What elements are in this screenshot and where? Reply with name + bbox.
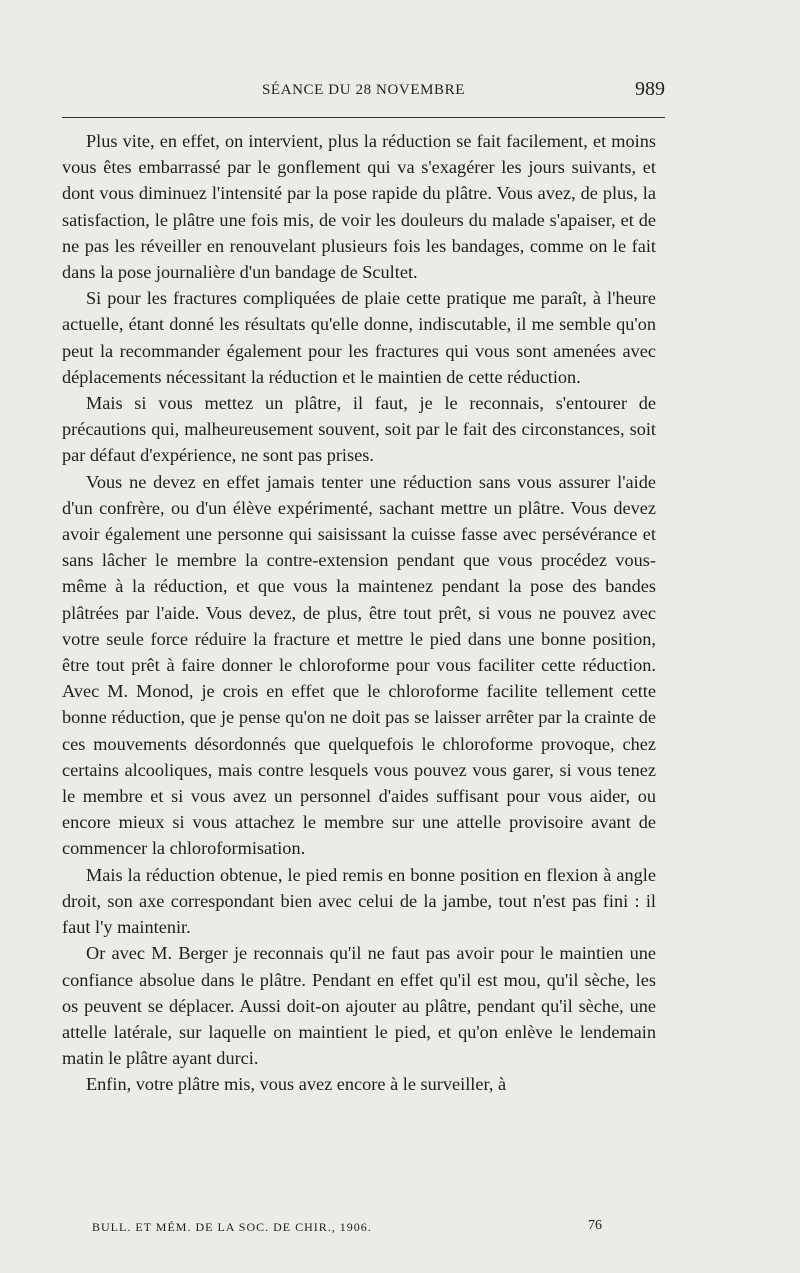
page-header [62, 78, 665, 104]
paragraph: Mais la réduction obtenue, le pied remis en bonne position en flexion à angle droit, son axe correspondant bien avec celui de la jambe, tout n'est pas fini : il faut l'y maintenir. [62, 864, 656, 938]
journal-reference: BULL. ET MÉM. DE LA SOC. DE CHIR., 1906. [92, 1220, 372, 1234]
running-title: SÉANCE DU 28 NOVEMBRE [261, 82, 466, 98]
paragraph: Enfin, votre plâtre mis, vous avez encore à le surveiller, à [86, 1074, 507, 1095]
paragraph: Si pour les fractures compliquées de plaie cette pratique me paraît, à l'heure actuelle, étant donné les résultats qu'elle donne, indiscutable, il me semble qu'on peut la recommander également pour les fractures qui vous sont amenées avec déplacements nécessitant la réduction et le maintien de cette réduction. [62, 288, 656, 387]
body-text [62, 128, 656, 1098]
page-number: 989 [635, 78, 665, 100]
paragraph: Vous ne devez en effet jamais tenter une réduction sans vous assurer l'aide d'un confrère, ou d'un élève expérimenté, sachant mettre un plâtre. Vous devez avoir également une personne qui saisissant la cuisse fasse avec persévérance et sans lâcher le membre la contre-extension pendant que vous procédez vous-même à la réduction, et que vous la maintenez pendant la pose des bandes plâtrées par l'aide. Vous devez, de plus, être tout prêt, si vous ne pouvez avec votre seule force réduire la fracture et mettre le pied dans une bonne position, être tout prêt à faire donner le chloroforme pour vous faciliter cette réduction. Avec M. Monod, je crois en effet que le chloroforme facilite tellement cette bonne réduction, que je pense qu'on ne doit pas se laisser arrêter par la crainte de ces mouvements désordonnés que quelquefois le chloroforme provoque, chez certains alcooliques, mais contre lesquels vous pouvez vous garer, si vous tenez le membre et si vous avez un personnel d'aides suffisant pour vous aider, ou encore mieux si vous attachez le membre sur une attelle provisoire avant de commencer la chloroformisation. [62, 471, 656, 859]
header-rule [62, 117, 665, 118]
paragraph: Plus vite, en effet, on intervient, plus la réduction se fait facilement, et moins vous êtes embarrassé par le gonflement qui va s'exagérer les jours suivants, et dont vous diminuez l'intensité par la pose rapide du plâtre. Vous avez, de plus, la satisfaction, le plâtre une fois mis, de voir les douleurs du malade s'apaiser, et de ne pas les réveiller en renouvelant plusieurs fois les bandages, comme on le fait dans la pose journalière d'un bandage de Scultet. [62, 131, 656, 283]
paragraph: Or avec M. Berger je reconnais qu'il ne faut pas avoir pour le maintien une confiance absolue dans le plâtre. Pendant en effet qu'il est mou, qu'il sèche, les os peuvent se déplacer. Aussi doit-on ajouter au plâtre, pendant qu'il sèche, une attelle latérale, sur laquelle on maintient le pied, et qu'on enlève le lendemain matin le plâtre ayant durci. [62, 943, 656, 1069]
page-footer [92, 1218, 602, 1238]
signature-mark: 76 [588, 1218, 602, 1233]
paragraph: Mais si vous mettez un plâtre, il faut, je le reconnais, s'entourer de précautions qui, malheureusement souvent, soit par le fait des circonstances, soit par défaut d'expérience, ne sont pas prises. [62, 393, 656, 466]
